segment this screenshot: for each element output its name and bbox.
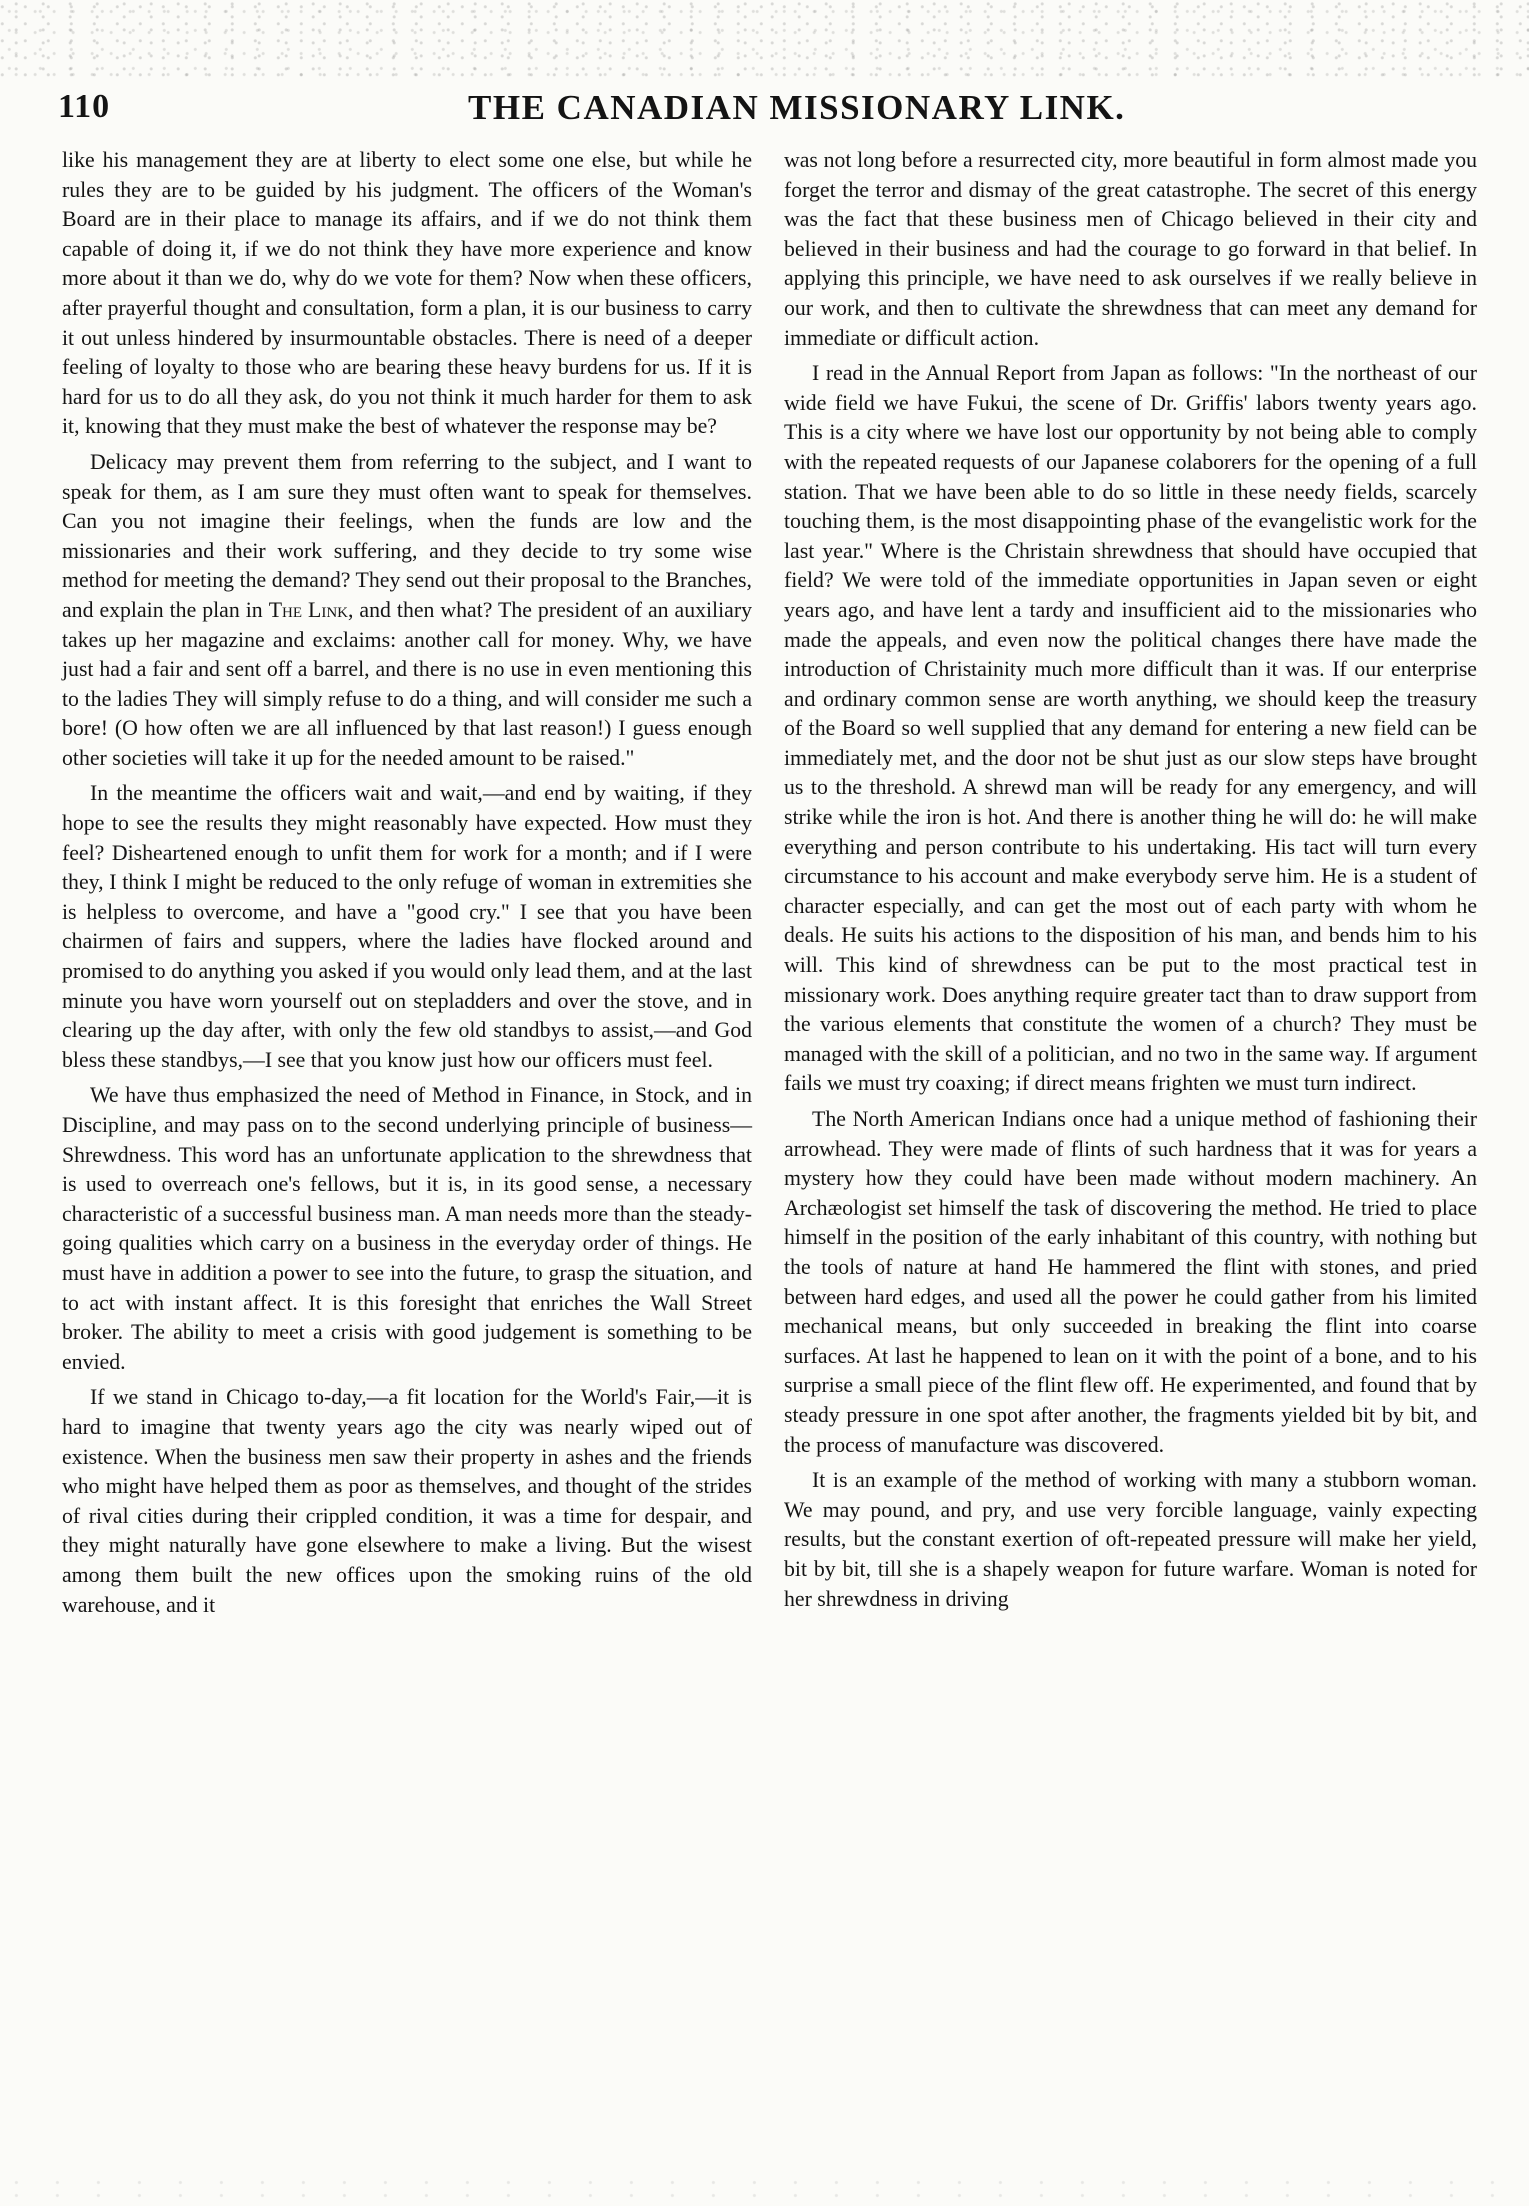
paragraph: In the meantime the officers wait and wait,—and end by waiting, if they hope to see the results they might reasonably have expected. How must they feel? Disheartened enough to unfit them for work for a month; and if I were they, I think I might be reduced to the only refuge of woman in extremities she is helpless to overcome, and have a "good cry." I see that you have been chairmen of fairs and suppers, where the ladies have flocked around and promised to do anything you asked if you would only lead them, and at the last minute you have worn yourself out on stepladders and over the stove, and in clearing up the day after, with only the few old standbys to assist,—and God bless these standbys,—I see that you know just how our officers must feel. <box>62 781 752 1072</box>
right-column <box>784 146 1477 1620</box>
paragraph: was not long before a resurrected city, more beautiful in form almost made you forget the terror and dismay of the great catastrophe. The secret of this energy was the fact that these business men of Chicago believed in their city and believed in their business and had the courage to go forward in that belief. In applying this principle, we have need to ask ourselves if we really believe in our work, and then to cultivate the shrewdness that can meet any demand for immediate or difficult action. <box>784 148 1477 350</box>
paragraph: The North American Indians once had a unique method of fashioning their arrowhead. They were made of flints of such hardness that it was for years a mystery how they could have been made without modern machinery. An Archæologist set himself the task of discovering the method. He tried to place himself in the position of the early inhabitant of this country, with nothing but the tools of nature at hand He hammered the flint with stones, and pried between hard edges, and used all the power he could gather from his limited mechanical means, but only succeeded in breaking the flint into coarse surfaces. At last he happened to lean on it with the point of a bone, and to his surprise a small piece of the flint flew off. He experimented, and found that by steady pressure in one spot after another, the fragments yielded bit by bit, and the process of manufacture was discovered. <box>784 1107 1477 1457</box>
page-header <box>58 88 1478 136</box>
scan-noise-bottom <box>0 2176 1529 2206</box>
paragraph-text: Delicacy may prevent them from referring to the subject, and I want to speak for them, as I am sure they must often want to speak for themselves. Can you not imagine their feelings, when the funds are low and the missionaries and their work suffering, and they decide to try some wise method for meeting the demand? They send out their proposal to the Branches, and explain the plan in <box>62 449 752 622</box>
paragraph-text: , and then what? The president of an auxiliary takes up her magazine and exclaims: another call for money. Why, we have just had a fair and sent off a barrel, and there is no use in even mentioning this to the ladies They will simply refuse to do a thing, and will consider me such a bore! (O how often we are all influenced by that last reason!) I guess enough other societies will take it up for the needed amount to be raised." <box>62 597 753 770</box>
page-number: 110 <box>58 88 111 125</box>
paragraph: like his management they are at liberty to elect some one else, but while he rules they are to be guided by his judgment. The officers of the Woman's Board are in their place to manage its affairs, and if we do not think them capable of doing it, if we do not think they have more experience and know more about it than we do, why do we vote for them? Now when these officers, after prayerful thought and consultation, form a plan, it is our business to carry it out unless hindered by insurmountable obstacles. There is need of a deeper feeling of loyalty to those who are bearing these heavy burdens for us. If it is hard for us to do all they ask, do you not think it much harder for them to ask it, knowing that they must make the best of whatever the response may be? <box>62 148 752 439</box>
scan-noise-top <box>0 0 1529 80</box>
magazine-name: The Link <box>268 597 348 622</box>
paragraph <box>62 448 752 774</box>
paragraph: If we stand in Chicago to-day,—a fit location for the World's Fair,—it is hard to imagine that twenty years ago the city was nearly wiped out of existence. When the business men saw their property in ashes and the friends who might have helped them as poor as themselves, and thought of the strides of rival cities during their crippled condition, it was a time for despair, and they might naturally have gone elsewhere to make a living. But the wisest among them built the new offices upon the smoking ruins of the old warehouse, and it <box>62 1385 752 1617</box>
paragraph: I read in the Annual Report from Japan as follows: "In the northeast of our wide field we have Fukui, the scene of Dr. Griffis' labors twenty years ago. This is a city where we have lost our opportunity by not being able to comply with the repeated requests of our Japanese colaborers for the opening of a full station. That we have been able to do so little in these needy fields, scarcely touching them, is the most disappointing phase of the evangelistic work for the last year." Where is the Christain shrewdness that should have occupied that field? We were told of the immediate opportunities in Japan seven or eight years ago, and have lent a tardy and insufficient aid to the missionaries who made the appeals, and even now the political changes there have made the introduction of Christainity much more difficult than it was. If our enterprise and ordinary common sense are worth anything, we should keep the treasury of the Board so well supplied that any demand for entering a new field can be immediately met, and the door not be shut just as our slow steps have brought us to the threshold. A shrewd man will be ready for any emergency, and will strike while the iron is hot. And there is another thing he will do: he will make everything and person contribute to his undertaking. His tact will turn every circumstance to his account and make everybody serve him. He is a student of character especially, and can get the most out of each party with whom he deals. He suits his actions to the disposition of his man, and bends him to his will. This kind of shrewdness can be put to the most practical test in missionary work. Does anything require greater tact than to draw support from the various elements that constitute the women of a church? They must be managed with the skill of a politician, and no two in the same way. If argument fails we must try coaxing; if direct means frighten we must turn indirect. <box>784 361 1477 1096</box>
paragraph: It is an example of the method of working with many a stubborn woman. We may pound, and pry, and use very forcible language, vainly expecting results, but the constant exertion of oft-repeated pressure will make her yield, bit by bit, till she is a shapely weapon for future warfare. Woman is noted for her shrewdness in driving <box>784 1468 1477 1611</box>
left-column <box>62 146 752 1626</box>
paragraph: We have thus emphasized the need of Method in Finance, in Stock, and in Discipline, and may pass on to the second underlying principle of business—Shrewdness. This word has an unfortunate application to the shrewdness that is used to overreach one's fellows, but it is, in its good sense, a necessary characteristic of a successful business man. A man needs more than the steady-going qualities which carry on a business in the everyday order of things. He must have in addition a power to see into the future, to grasp the situation, and to act with instant affect. It is this foresight that enriches the Wall Street broker. The ability to meet a crisis with good judgement is something to be envied. <box>62 1083 752 1374</box>
running-title: THE CANADIAN MISSIONARY LINK. <box>468 88 1126 127</box>
